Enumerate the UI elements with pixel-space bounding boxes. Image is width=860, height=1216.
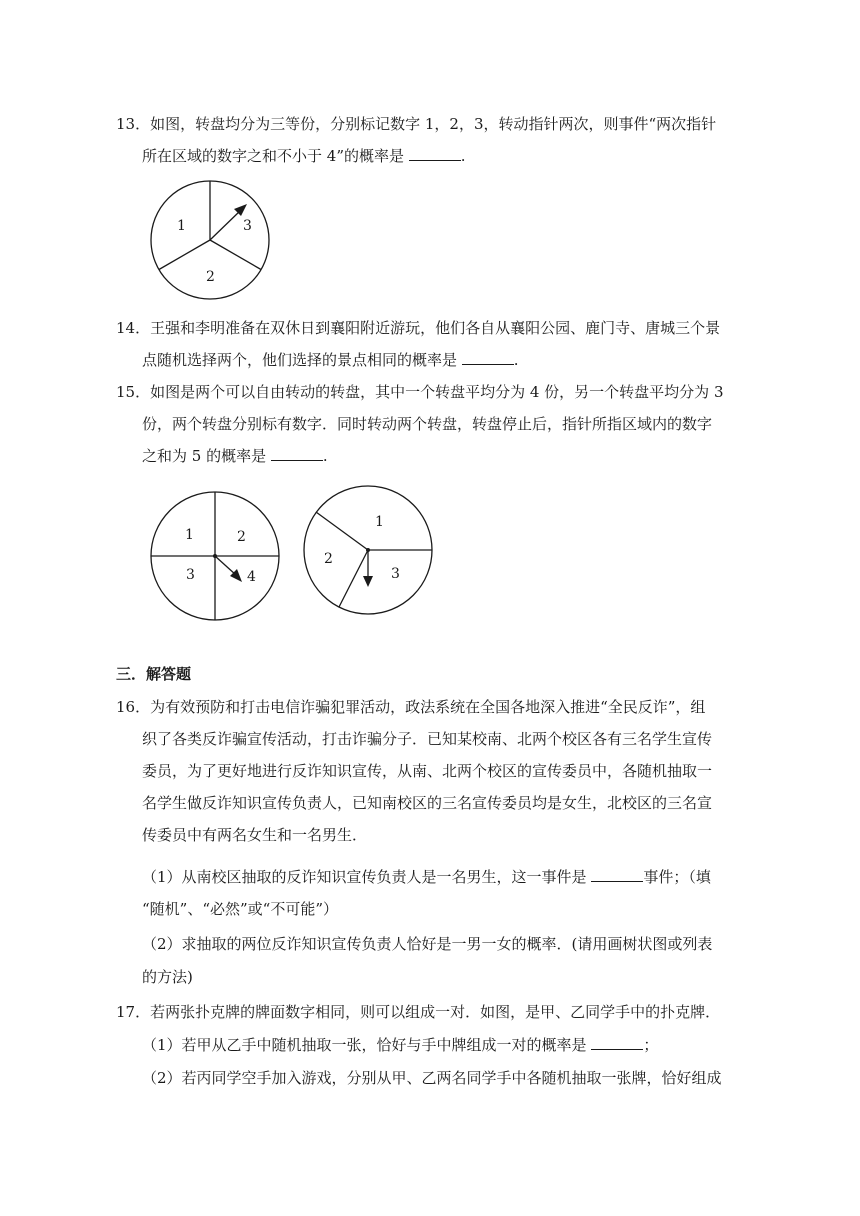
spinner-label: 3 <box>391 566 400 582</box>
answer-blank[interactable] <box>409 146 461 161</box>
q16-line-4: 名学生做反诈知识宣传负责人，已知南校区的三名宣传委员均是女生，北校区的三名宣 <box>142 794 713 812</box>
q15-line-3: 之和为 5 的概率是 . <box>142 447 328 465</box>
answer-blank[interactable] <box>271 446 323 461</box>
pointer-arrow <box>210 210 241 240</box>
q17-line-1: 17．若两张扑克牌的牌面数字相同，则可以组成一对．如图，是甲、乙同学手中的扑克牌． <box>116 1003 721 1021</box>
q13-line-2: 所在区域的数字之和不小于 4”的概率是 . <box>142 147 466 165</box>
q16-part-1-options: “随机”、“必然”或“不可能”） <box>142 900 339 918</box>
q15-spinner-three <box>303 485 433 615</box>
spinner-label: 1 <box>185 527 194 543</box>
q15-line-1: 15．如图是两个可以自由转动的转盘，其中一个转盘平均分为 4 份，另一个转盘平均分为 3 <box>116 383 724 401</box>
spinner-label: 2 <box>206 269 215 285</box>
answer-blank[interactable] <box>591 867 643 882</box>
spinner-label: 1 <box>375 514 384 530</box>
spinner-label: 2 <box>237 529 246 545</box>
spinner-label: 1 <box>177 218 186 234</box>
q16-line-3: 委员，为了更好地进行反诈知识宣传，从南、北两个校区的宣传委员中，各随机抽取一 <box>142 762 713 780</box>
q17-part-2: （2）若丙同学空手加入游戏，分别从甲、乙两名同学手中各随机抽取一张牌，恰好组成 <box>142 1069 722 1087</box>
q17-part-1: （1）若甲从乙手中随机抽取一张，恰好与手中牌组成一对的概率是 ； <box>142 1036 659 1054</box>
q14-line-2: 点随机选择两个，他们选择的景点相同的概率是 . <box>142 351 519 369</box>
q16-line-2: 织了各类反诈骗宣传活动，打击诈骗分子．已知某校南、北两个校区各有三名学生宣传 <box>142 730 713 748</box>
spinner-label: 4 <box>247 569 256 585</box>
q16-line-1: 16．为有效预防和打击电信诈骗犯罪活动，政法系统在全国各地深入推进“全民反诈”，组 <box>116 698 706 716</box>
q16-part-2-cont: 的方法) <box>142 968 193 986</box>
spinner-label: 2 <box>324 551 333 567</box>
q13-spinner <box>150 180 270 300</box>
q13-line-1: 13．如图，转盘均分为三等份，分别标记数字 1，2，3，转动指针两次，则事件“两次指针 <box>116 115 717 133</box>
spinner-label: 3 <box>243 218 252 234</box>
answer-blank[interactable] <box>591 1035 643 1050</box>
answer-blank[interactable] <box>462 350 514 365</box>
q16-part-1: （1）从南校区抽取的反诈知识宣传负责人是一名男生，这一事件是 事件；（填 <box>142 868 711 886</box>
q16-line-5: 传委员中有两名女生和一名男生． <box>142 826 368 844</box>
q15-line-2: 份，两个转盘分别标有数字．同时转动两个转盘，转盘停止后，指针所指区域内的数字 <box>142 415 713 433</box>
pointer-arrow <box>215 556 236 575</box>
q14-line-1: 14．王强和李明准备在双休日到襄阳附近游玩，他们各自从襄阳公园、鹿门寺、唐城三个景 <box>116 319 721 337</box>
spinner-label: 3 <box>186 567 195 583</box>
section-title: 三．解答题 <box>116 665 192 683</box>
q15-spinner-four <box>150 491 280 621</box>
q16-part-2: （2）求抽取的两位反诈知识宣传负责人恰好是一男一女的概率．(请用画树状图或列表 <box>142 935 713 953</box>
